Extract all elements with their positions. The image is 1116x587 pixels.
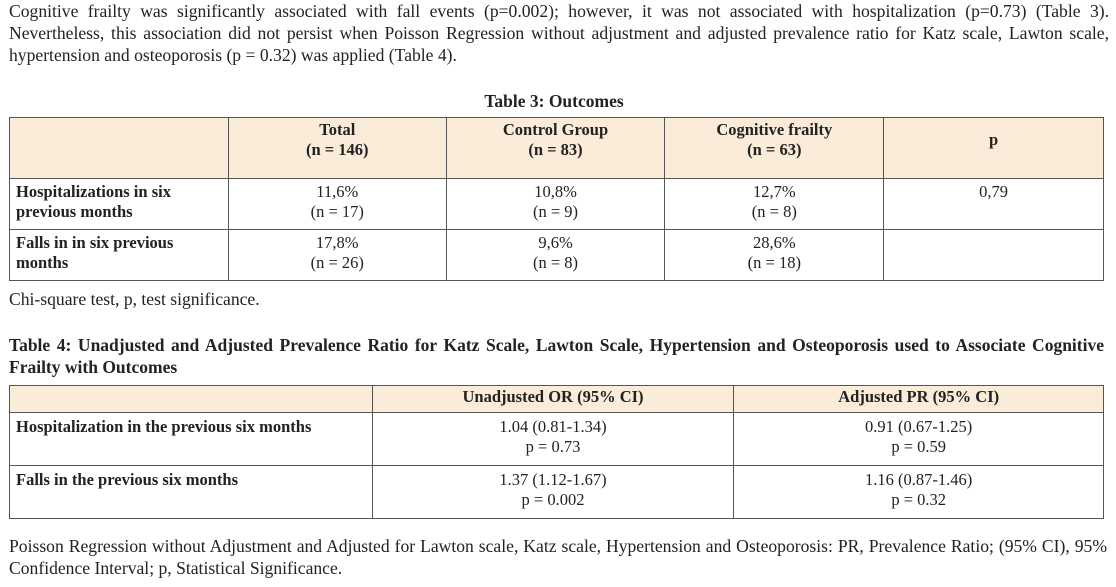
- cell-control: 9,6% (n = 8): [446, 230, 665, 281]
- table3-note: Chi-square test, p, test significance.: [9, 289, 260, 309]
- table4-header-row: [10, 386, 1104, 413]
- cell-control: 10,8% (n = 9): [446, 179, 665, 230]
- table4-caption: Table 4: Unadjusted and Adjusted Prevalence Ratio for Katz Scale, Lawton Scale, Hypertension and Osteoporosis used to Associate Cognitive Frailty with Outcomes: [9, 335, 1104, 377]
- table3-header-frailty: Cognitive frailty (n = 63): [665, 118, 884, 179]
- cell-frailty: 12,7% (n = 8): [665, 179, 884, 230]
- table3-header-empty: [10, 118, 229, 179]
- table-row: [10, 413, 1104, 466]
- table3-header-p: p: [884, 118, 1104, 179]
- row-label: Hospitalization in the previous six months: [10, 413, 373, 466]
- table4-header-adjusted: Adjusted PR (95% CI): [734, 386, 1104, 413]
- table-row: [10, 466, 1104, 519]
- cell-unadjusted: 1.04 (0.81-1.34) p = 0.73: [372, 413, 734, 466]
- table3-caption: Table 3: Outcomes: [484, 91, 624, 111]
- cell-unadjusted: 1.37 (1.12-1.67) p = 0.002: [372, 466, 734, 519]
- row-label: Hospitalizations in six previous months: [10, 179, 229, 230]
- table4: [9, 385, 1104, 519]
- table3-header-row: [10, 118, 1104, 179]
- intro-paragraph: Cognitive frailty was significantly associated with fall events (p=0.002); however, it was not associated with hospitalization (p=0.73) (Table 3). Nevertheless, this association did not persist when Poisson Regression without adjustment and adjusted prevalence ratio for Katz scale, Lawton scale, hypertension and osteoporosis (p = 0.32) was applied (Table 4).: [9, 1, 1109, 65]
- cell-total: 17,8% (n = 26): [228, 230, 446, 281]
- cell-total: 11,6% (n = 17): [228, 179, 446, 230]
- table3-header-control: Control Group (n = 83): [446, 118, 665, 179]
- table4-header-empty: [10, 386, 373, 413]
- table3: [9, 117, 1104, 281]
- cell-p: 0,79: [884, 179, 1104, 230]
- table-row: [10, 230, 1104, 281]
- row-label: Falls in in six previous months: [10, 230, 229, 281]
- table3-header-total: Total (n = 146): [228, 118, 446, 179]
- table4-header-unadjusted: Unadjusted OR (95% CI): [372, 386, 734, 413]
- row-label: Falls in the previous six months: [10, 466, 373, 519]
- table4-note: Poisson Regression without Adjustment and Adjusted for Lawton scale, Katz scale, Hypertension and Osteoporosis: PR, Prevalence Ratio; (95% CI), 95% Confidence Interval; p, Statistical Significance.: [9, 536, 1107, 578]
- cell-adjusted: 1.16 (0.87-1.46) p = 0.32: [734, 466, 1104, 519]
- cell-p: [884, 230, 1104, 281]
- cell-frailty: 28,6% (n = 18): [665, 230, 884, 281]
- cell-adjusted: 0.91 (0.67-1.25) p = 0.59: [734, 413, 1104, 466]
- table-row: [10, 179, 1104, 230]
